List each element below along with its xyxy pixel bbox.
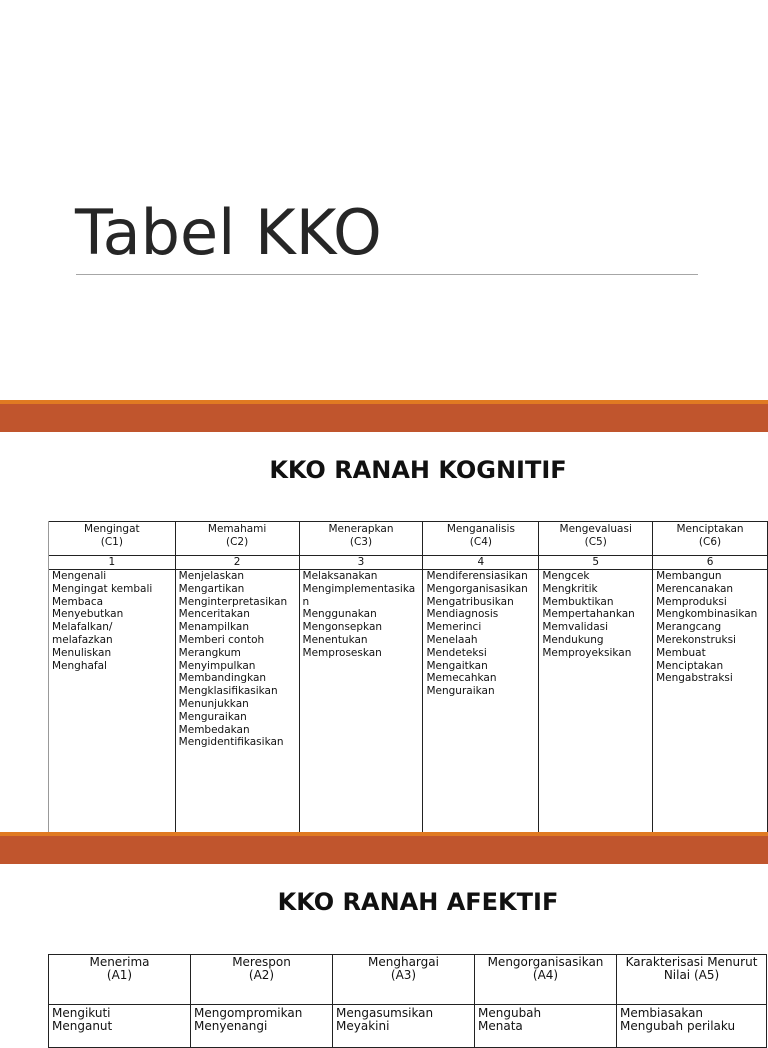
slide-divider-band — [0, 400, 768, 432]
verb-item: Menyenangi — [194, 1019, 268, 1033]
verb-item: Memproduksi — [656, 595, 727, 608]
verb-item: Melafalkan/ — [52, 621, 113, 634]
kognitif-header-cell — [539, 522, 653, 556]
afektif-header-cell — [333, 955, 475, 1005]
verb-item: Mengubah — [478, 1006, 542, 1020]
level-code: (A2) — [248, 968, 275, 982]
verb-item: Mengenali — [52, 570, 107, 582]
afektif-header-cell — [617, 955, 767, 1005]
verb-item: Merangcang — [656, 621, 722, 634]
verb-item: Membaca — [52, 595, 104, 608]
verb-item: Mempertahankan — [542, 608, 635, 621]
verb-item: Menjelaskan — [178, 570, 245, 582]
verb-item: Mengompromikan — [194, 1006, 303, 1020]
level-code: Nilai (A5) — [663, 968, 720, 982]
level-code: (C6) — [698, 535, 722, 548]
kognitif-number-row — [49, 556, 768, 570]
verb-item: Merencanakan — [656, 582, 734, 595]
verb-item: Menentukan — [302, 633, 368, 646]
band-stripe — [0, 832, 768, 836]
level-name: Menerima — [89, 955, 150, 969]
column-number: 2 — [175, 556, 299, 570]
level-name: Mengevaluasi — [559, 523, 632, 535]
afektif-header-cell — [191, 955, 333, 1005]
verb-list-a1 — [49, 1005, 191, 1048]
verb-item: Menelaah — [426, 633, 478, 646]
verb-item: Mengcek — [542, 570, 590, 582]
verb-item: Menghafal — [52, 659, 107, 672]
verb-item: Menyebutkan — [52, 608, 124, 621]
verb-list-c1 — [49, 570, 176, 863]
verb-item: Membuktikan — [542, 595, 614, 608]
verb-item: Mengikuti — [52, 1006, 111, 1020]
column-number: 6 — [653, 556, 768, 570]
verb-item: Menunjukkan — [178, 697, 249, 710]
verb-item: Mengidentifikasikan — [178, 736, 284, 749]
verb-list-c3 — [299, 570, 423, 863]
verb-item: Memproseskan — [302, 646, 382, 659]
level-code: (A4) — [532, 968, 559, 982]
verb-item: Menceritakan — [178, 608, 250, 621]
level-code: (C1) — [100, 535, 123, 548]
level-code: (C4) — [469, 535, 492, 548]
verb-item: Memberi contoh — [178, 633, 265, 646]
verb-item: Mengklasifikasikan — [178, 685, 278, 698]
afektif-header-row — [49, 955, 767, 1005]
column-number: 4 — [423, 556, 539, 570]
slide-title: Tabel KKO — [75, 196, 382, 269]
verb-item: Mendiferensiasikan — [426, 570, 528, 582]
verb-item: Mengimplementasika — [302, 582, 416, 595]
verb-item: Mendeteksi — [426, 646, 487, 659]
level-code: (C2) — [225, 535, 249, 548]
afektif-header-cell — [475, 955, 617, 1005]
kognitif-header-cell — [175, 522, 299, 556]
verb-item: Merekonstruksi — [656, 633, 736, 646]
verb-item: n — [302, 595, 310, 608]
kognitif-table — [48, 521, 768, 863]
kognitif-heading: KKO RANAH KOGNITIF — [269, 456, 567, 484]
level-code: (C3) — [349, 535, 373, 548]
verb-list-c6 — [653, 570, 768, 863]
verb-item: Mendukung — [542, 633, 604, 646]
verb-item: Menggunakan — [302, 608, 377, 621]
level-name: Mengorganisasikan — [487, 955, 604, 969]
kognitif-header-cell — [653, 522, 768, 556]
verb-item: Membangun — [656, 570, 722, 582]
verb-item: Membandingkan — [178, 672, 267, 685]
column-number: 1 — [49, 556, 176, 570]
verb-item: Mengatribusikan — [426, 595, 514, 608]
verb-item: Mengubah perilaku — [620, 1019, 736, 1033]
column-number: 5 — [539, 556, 653, 570]
verb-list-c2 — [175, 570, 299, 863]
level-name: Menciptakan — [676, 523, 744, 535]
verb-list-c5 — [539, 570, 653, 863]
verb-item: Mengasumsikan — [336, 1006, 434, 1020]
verb-item: Menuliskan — [52, 646, 112, 659]
verb-item: Menginterpretasikan — [178, 595, 288, 608]
verb-item: Membedakan — [178, 723, 250, 736]
verb-item: Memvalidasi — [542, 621, 609, 634]
level-code: (C5) — [584, 535, 607, 548]
verb-item: Mengaitkan — [426, 659, 488, 672]
verb-item: Membiasakan — [620, 1006, 704, 1020]
level-name: Menghargai — [368, 955, 439, 969]
verb-item: Meyakini — [336, 1019, 390, 1033]
level-name: Menerapkan — [328, 523, 394, 535]
level-name: Mengingat — [84, 523, 140, 535]
verb-item: Mengartikan — [178, 582, 245, 595]
verb-item: melafazkan — [52, 633, 113, 646]
level-name: Menganalisis — [446, 523, 515, 535]
verb-item: Membuat — [656, 646, 706, 659]
title-underline — [76, 274, 698, 275]
verb-list-a4 — [475, 1005, 617, 1048]
kognitif-verbs-row — [49, 570, 768, 863]
verb-item: Mengkritik — [542, 582, 598, 595]
verb-item: Menganut — [52, 1019, 113, 1033]
level-code: (A1) — [106, 968, 133, 982]
kognitif-header-cell — [299, 522, 423, 556]
verb-item: Memecahkan — [426, 672, 497, 685]
band-stripe — [0, 400, 768, 404]
verb-item: Memproyeksikan — [542, 646, 632, 659]
verb-item: Mengorganisasikan — [426, 582, 528, 595]
verb-item: Mengonsepkan — [302, 621, 383, 634]
verb-item: Menata — [478, 1019, 523, 1033]
afektif-table — [48, 954, 767, 1048]
verb-item: Memerinci — [426, 621, 482, 634]
verb-item: Merangkum — [178, 646, 241, 659]
level-code: (A3) — [390, 968, 417, 982]
verb-item: Mengkombinasikan — [656, 608, 758, 621]
level-name: Memahami — [207, 523, 267, 535]
level-name: Karakterisasi Menurut — [625, 955, 758, 969]
verb-item: Menampilkan — [178, 621, 249, 634]
verb-list-a3 — [333, 1005, 475, 1048]
verb-item: Menguraikan — [426, 685, 495, 698]
afektif-heading: KKO RANAH AFEKTIF — [277, 888, 559, 916]
kognitif-header-row — [49, 522, 768, 556]
afektif-verbs-row — [49, 1005, 767, 1048]
verb-list-a2 — [191, 1005, 333, 1048]
slide-divider-band — [0, 832, 768, 864]
verb-item: Melaksanakan — [302, 570, 378, 582]
verb-item: Mendiagnosis — [426, 608, 499, 621]
verb-list-c4 — [423, 570, 539, 863]
title-slide — [0, 0, 768, 400]
kognitif-header-cell — [49, 522, 176, 556]
kognitif-header-cell — [423, 522, 539, 556]
column-number: 3 — [299, 556, 423, 570]
verb-list-a5 — [617, 1005, 767, 1048]
verb-item: Menciptakan — [656, 659, 724, 672]
verb-item: Mengingat kembali — [52, 582, 153, 595]
verb-item: Menyimpulkan — [178, 659, 256, 672]
verb-item: Mengabstraksi — [656, 672, 733, 685]
verb-item: Menguraikan — [178, 710, 247, 723]
level-name: Merespon — [232, 955, 291, 969]
afektif-header-cell — [49, 955, 191, 1005]
